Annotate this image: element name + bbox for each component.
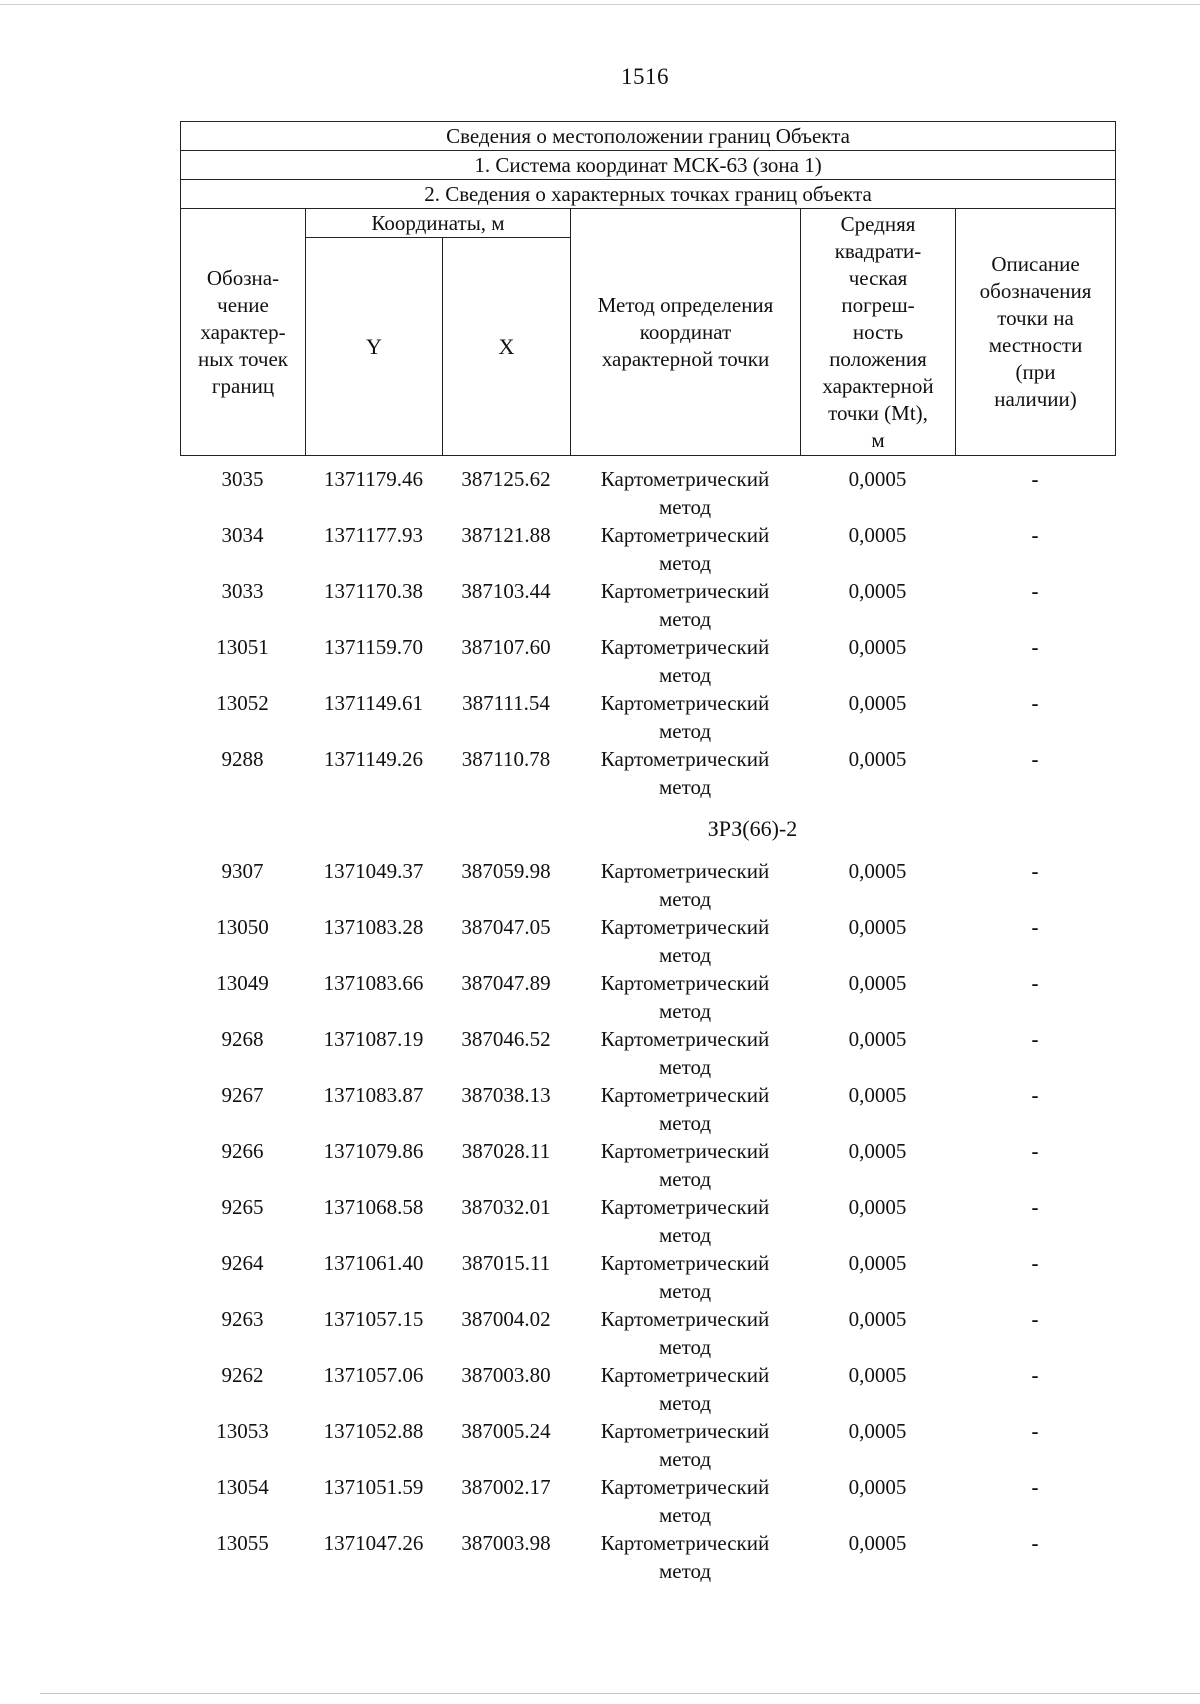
method: Картометрический метод [600, 747, 770, 799]
coord-y: 1371068.58 [323, 1195, 424, 1219]
table-row [180, 689, 1115, 745]
coord-y: 1371057.06 [323, 1363, 424, 1387]
point-id: 13052 [216, 691, 269, 715]
coord-y: 1371087.19 [323, 1027, 424, 1051]
coord-x: 387015.11 [461, 1251, 551, 1275]
description: - [1031, 747, 1039, 771]
coord-x: 387004.02 [461, 1307, 551, 1331]
method: Картометрический метод [600, 467, 770, 519]
error-value: 0,0005 [848, 635, 907, 659]
error-value: 0,0005 [848, 1531, 907, 1555]
table-row [180, 1025, 1115, 1081]
table-row [180, 1137, 1115, 1193]
table-row [180, 1473, 1115, 1529]
coord-x: 387046.52 [461, 1027, 551, 1051]
error-value: 0,0005 [848, 1475, 907, 1499]
coord-y: 1371079.86 [323, 1139, 424, 1163]
description: - [1031, 1083, 1039, 1107]
description: - [1031, 691, 1039, 715]
description: - [1031, 579, 1039, 603]
table-row [180, 969, 1115, 1025]
coord-x: 387028.11 [461, 1139, 551, 1163]
coord-y: 1371149.61 [324, 691, 423, 715]
point-id: 9264 [221, 1251, 264, 1275]
page-bottom-edge [40, 1693, 1200, 1694]
coord-x: 387038.13 [461, 1083, 551, 1107]
description: - [1031, 467, 1039, 491]
error-value: 0,0005 [848, 747, 907, 771]
error-value: 0,0005 [848, 1363, 907, 1387]
table-title: Сведения о местоположении границ Объекта [181, 122, 1116, 151]
error-value: 0,0005 [848, 1027, 907, 1051]
coord-y: 1371047.26 [323, 1531, 424, 1555]
method: Картометрический метод [600, 1531, 770, 1583]
description: - [1031, 971, 1039, 995]
point-id: 3034 [221, 523, 264, 547]
coord-y: 1371051.59 [323, 1475, 424, 1499]
coord-x: 387002.17 [461, 1475, 551, 1499]
point-id: 13050 [216, 915, 269, 939]
method: Картометрический метод [600, 915, 770, 967]
method: Картометрический метод [600, 1083, 770, 1135]
table-row [180, 857, 1115, 913]
description: - [1031, 1419, 1039, 1443]
error-value: 0,0005 [848, 523, 907, 547]
points-group-1 [180, 465, 1115, 801]
error-value: 0,0005 [848, 467, 907, 491]
method: Картометрический метод [600, 691, 770, 743]
method: Картометрический метод [600, 1475, 770, 1527]
coord-x: 387125.62 [461, 467, 551, 491]
coord-x: 387032.01 [461, 1195, 551, 1219]
error-value: 0,0005 [848, 1251, 907, 1275]
coord-x: 387005.24 [461, 1419, 551, 1443]
points-list [180, 465, 1115, 1585]
page-top-edge [0, 4, 1200, 5]
description: - [1031, 635, 1039, 659]
description: - [1031, 859, 1039, 883]
coord-y: 1371052.88 [323, 1419, 424, 1443]
table-row [180, 1417, 1115, 1473]
page-number: 1516 [621, 64, 669, 89]
column-header-method: Метод определения координат характерной точки [571, 209, 801, 456]
method: Картометрический метод [600, 971, 770, 1023]
method: Картометрический метод [600, 1307, 770, 1359]
coord-y: 1371179.46 [324, 467, 423, 491]
point-id: 9267 [221, 1083, 264, 1107]
table-row [180, 1249, 1115, 1305]
description: - [1031, 1195, 1039, 1219]
table-row [180, 745, 1115, 801]
column-header-y: Y [306, 238, 443, 456]
coord-y: 1371149.26 [324, 747, 423, 771]
error-value: 0,0005 [848, 971, 907, 995]
point-id: 9268 [221, 1027, 264, 1051]
error-value: 0,0005 [848, 915, 907, 939]
coord-x: 387121.88 [461, 523, 551, 547]
table-row [180, 577, 1115, 633]
coord-x: 387003.80 [461, 1363, 551, 1387]
description: - [1031, 1363, 1039, 1387]
point-id: 13054 [216, 1475, 269, 1499]
point-id: 9307 [221, 859, 264, 883]
point-id: 9262 [221, 1363, 264, 1387]
table-row [180, 1361, 1115, 1417]
table-row [180, 1529, 1115, 1585]
method: Картометрический метод [600, 1251, 770, 1303]
coord-x: 387003.98 [461, 1531, 551, 1555]
header-table [180, 121, 1116, 456]
section-label: ЗРЗ(66)-2 [707, 816, 798, 841]
method: Картометрический метод [600, 1027, 770, 1079]
error-value: 0,0005 [848, 1195, 907, 1219]
coord-y: 1371083.87 [323, 1083, 424, 1107]
coord-x: 387110.78 [461, 747, 551, 771]
coord-y: 1371083.28 [323, 915, 424, 939]
description: - [1031, 1027, 1039, 1051]
coord-x: 387111.54 [462, 691, 550, 715]
error-value: 0,0005 [848, 579, 907, 603]
column-header-x: X [443, 238, 571, 456]
table-row [180, 1081, 1115, 1137]
point-id: 13049 [216, 971, 269, 995]
error-value: 0,0005 [848, 1419, 907, 1443]
method: Картометрический метод [600, 579, 770, 631]
error-value: 0,0005 [848, 691, 907, 715]
column-header-error: Средняя квадрати- ческая погреш- ность положения характерной точки (Mt), м [801, 209, 956, 456]
coord-y: 1371177.93 [324, 523, 423, 547]
method: Картометрический метод [600, 635, 770, 687]
method: Картометрический метод [600, 1139, 770, 1191]
method: Картометрический метод [600, 1195, 770, 1247]
point-id: 13053 [216, 1419, 269, 1443]
coord-y: 1371170.38 [324, 579, 423, 603]
coord-x: 387103.44 [461, 579, 551, 603]
coordinate-system: 1. Система координат МСК-63 (зона 1) [181, 151, 1116, 180]
coord-y: 1371083.66 [323, 971, 424, 995]
column-header-coordinates: Координаты, м [306, 209, 571, 238]
description: - [1031, 1531, 1039, 1555]
points-group-2 [180, 857, 1115, 1585]
coord-y: 1371159.70 [324, 635, 423, 659]
description: - [1031, 915, 1039, 939]
description: - [1031, 1251, 1039, 1275]
coord-x: 387047.89 [461, 971, 551, 995]
column-header-description: Описание обозначения точки на местности (при наличии) [956, 209, 1116, 456]
point-id: 3035 [221, 467, 264, 491]
coord-x: 387047.05 [461, 915, 551, 939]
table-row [180, 1193, 1115, 1249]
coord-x: 387107.60 [461, 635, 551, 659]
point-id: 9263 [221, 1307, 264, 1331]
point-id: 9266 [221, 1139, 264, 1163]
method: Картометрический метод [600, 1419, 770, 1471]
table-row [180, 1305, 1115, 1361]
coord-y: 1371049.37 [323, 859, 424, 883]
description: - [1031, 1139, 1039, 1163]
method: Картометрический метод [600, 1363, 770, 1415]
table-row [180, 521, 1115, 577]
point-id: 9265 [221, 1195, 264, 1219]
point-id: 9288 [221, 747, 264, 771]
error-value: 0,0005 [848, 1139, 907, 1163]
coord-y: 1371061.40 [323, 1251, 424, 1275]
point-id: 13055 [216, 1531, 269, 1555]
coord-y: 1371057.15 [323, 1307, 424, 1331]
table-row [180, 633, 1115, 689]
table-row [180, 465, 1115, 521]
error-value: 0,0005 [848, 1083, 907, 1107]
method: Картометрический метод [600, 859, 770, 911]
coord-x: 387059.98 [461, 859, 551, 883]
point-id: 3033 [221, 579, 264, 603]
point-id: 13051 [216, 635, 269, 659]
error-value: 0,0005 [848, 859, 907, 883]
table-row [180, 913, 1115, 969]
description: - [1031, 1475, 1039, 1499]
error-value: 0,0005 [848, 1307, 907, 1331]
column-header-designation: Обозна- чение характер- ных точек границ [181, 209, 306, 456]
description: - [1031, 523, 1039, 547]
method: Картометрический метод [600, 523, 770, 575]
description: - [1031, 1307, 1039, 1331]
points-title: 2. Сведения о характерных точках границ объекта [181, 180, 1116, 209]
